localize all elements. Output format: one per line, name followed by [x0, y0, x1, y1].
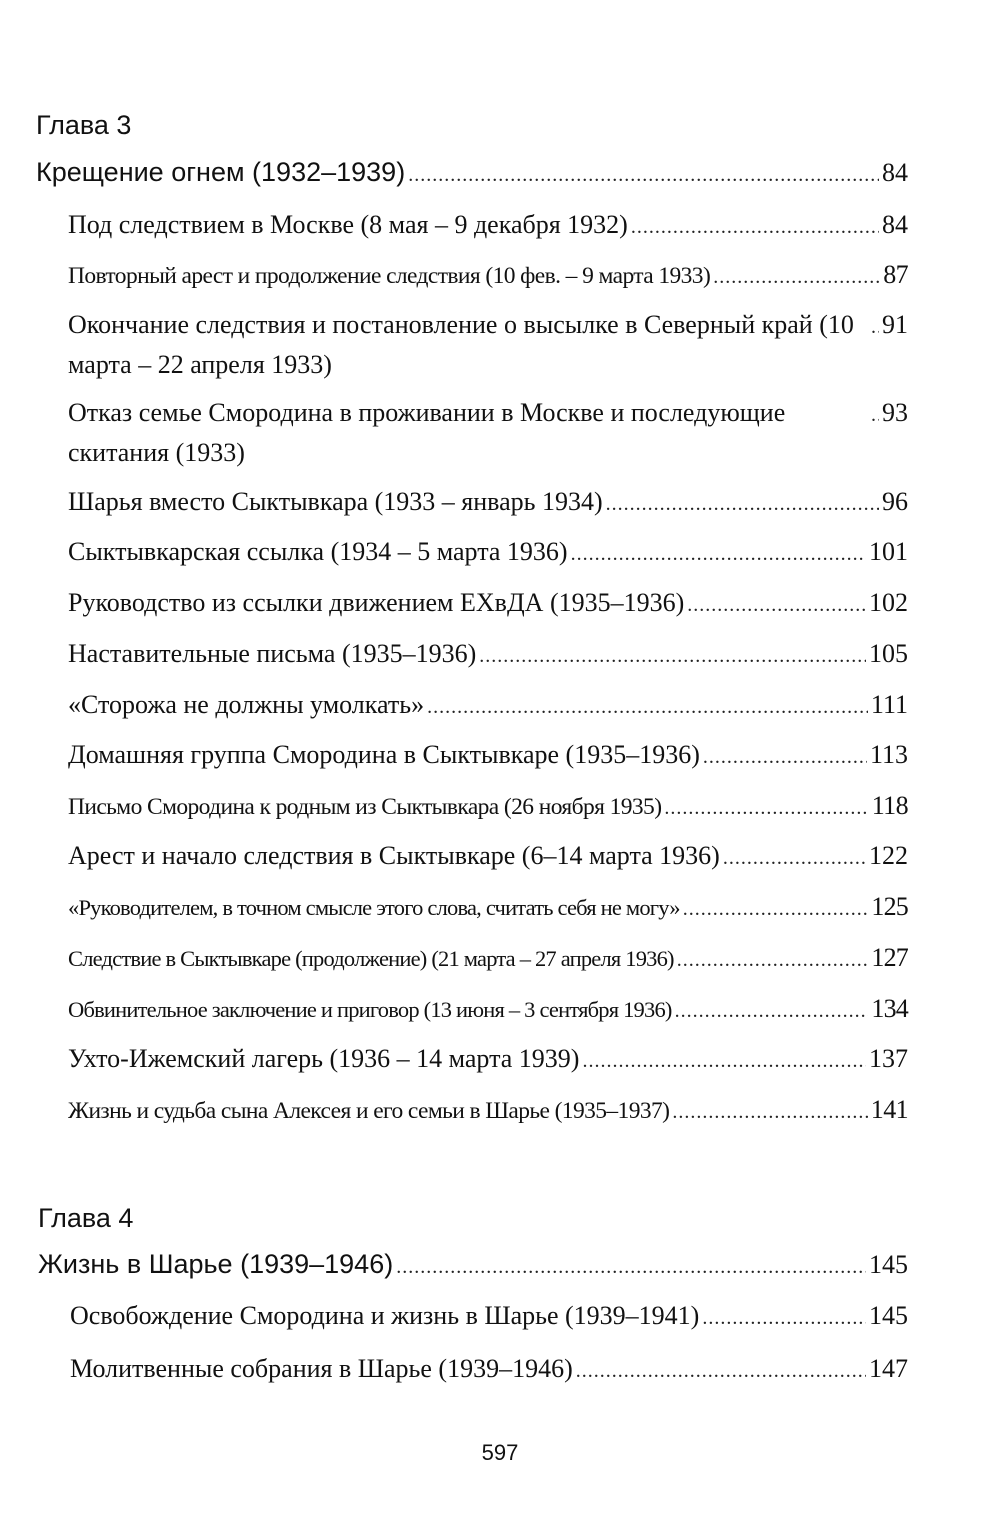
page-ref: 125	[871, 892, 908, 921]
entry-title: Повторный арест и продолжение следствия (10 фев. – 9 марта 1933)	[68, 263, 711, 289]
toc-entry[interactable]	[68, 532, 908, 574]
page-ref: 113	[869, 740, 908, 769]
entry-title: Жизнь и судьба сына Алексея и его семьи в Шарье (1935–1937)	[68, 1098, 670, 1124]
page-number: 597	[481, 1440, 519, 1465]
toc-entry[interactable]	[68, 836, 908, 878]
page-ref: 145	[869, 1301, 908, 1330]
toc-entry[interactable]	[68, 735, 908, 777]
dot-leader	[672, 1092, 867, 1132]
dot-leader	[427, 687, 868, 727]
toc-entry[interactable]	[68, 393, 908, 473]
entry-title: Письмо Смородина к родным из Сыктывкара (26 ноября 1935)	[68, 794, 662, 820]
page-ref: 93	[882, 398, 908, 427]
toc-entry[interactable]	[70, 1296, 908, 1338]
toc-entry[interactable]	[68, 305, 908, 385]
entry-title: Следствие в Сыктывкаре (продолжение) (21 марта – 27 апреля 1936)	[68, 946, 674, 971]
chapter-title: Жизнь в Шарье (1939–1946)	[38, 1249, 394, 1279]
toc-entry[interactable]	[68, 583, 908, 625]
page-ref: 111	[870, 690, 908, 719]
toc-entry[interactable]	[68, 482, 908, 524]
page-ref: 84	[882, 210, 908, 239]
chapter-3-title-row[interactable]	[36, 157, 908, 188]
dot-leader	[396, 1256, 866, 1279]
page-ref: 102	[869, 588, 908, 617]
entry-title: Освобождение Смородина и жизнь в Шарье (1939–1941)	[70, 1301, 700, 1330]
entry-title: «Руководителем, в точном смысле этого слова, считать себя не могу»	[68, 895, 680, 920]
page-ref: 134	[871, 994, 908, 1023]
toc-entry[interactable]	[68, 255, 908, 297]
chapter-title: Крещение огнем (1932–1939)	[36, 157, 406, 187]
dot-leader	[713, 257, 880, 297]
chapter-3-label: Глава 3	[36, 110, 132, 140]
dot-leader	[703, 737, 867, 777]
entry-title: Обвинительное заключение и приговор (13 июня – 3 сентября 1936)	[68, 997, 672, 1022]
entry-title: Отказ семье Смородина в проживании в Москве и последующие скитания (1933)	[68, 398, 786, 467]
toc-entry[interactable]	[68, 989, 908, 1031]
page-ref: 105	[869, 639, 908, 668]
toc-entry[interactable]	[68, 634, 908, 676]
dot-leader	[571, 534, 866, 574]
dot-leader	[687, 585, 866, 625]
entry-title: Шарья вместо Сыктывкара (1933 – январь 1934)	[68, 487, 603, 516]
dot-leader	[606, 484, 879, 524]
toc-entry[interactable]	[68, 938, 908, 980]
entry-title: Домашняя группа Смородина в Сыктывкаре (1935–1936)	[68, 740, 700, 769]
page-ref: 137	[869, 1044, 908, 1073]
dot-leader	[683, 889, 869, 929]
dot-leader	[677, 940, 869, 980]
page-ref: 141	[870, 1095, 908, 1124]
dot-leader	[675, 991, 869, 1031]
dot-leader	[664, 788, 868, 828]
entry-title: Руководство из ссылки движением ЕХвДА (1935–1936)	[68, 588, 685, 617]
page-ref: 101	[869, 537, 908, 566]
toc-entry[interactable]	[68, 205, 908, 247]
entry-title: Наставительные письма (1935–1936)	[68, 639, 477, 668]
entry-title: Сыктывкарская ссылка (1934 – 5 марта 1936)	[68, 537, 568, 566]
toc-entry[interactable]	[68, 685, 908, 727]
entry-title: «Сторожа не должны умолкать»	[68, 690, 425, 719]
toc-entry[interactable]	[68, 1039, 908, 1081]
page-ref: 145	[869, 1250, 908, 1279]
chapter-4-label: Глава 4	[38, 1203, 134, 1233]
dot-leader	[576, 1351, 866, 1391]
dot-leader	[702, 1298, 866, 1338]
page-ref: 91	[882, 310, 908, 339]
dot-leader	[871, 395, 879, 435]
toc-entry[interactable]	[68, 786, 908, 828]
toc-entry[interactable]	[70, 1349, 908, 1391]
page-ref: 127	[871, 943, 908, 972]
toc-entry[interactable]	[68, 887, 908, 929]
dot-leader	[582, 1041, 866, 1081]
page-ref: 84	[882, 158, 908, 187]
page-ref: 122	[869, 841, 908, 870]
dot-leader	[479, 636, 866, 676]
entry-title: Ухто-Ижемский лагерь (1936 – 14 марта 1939)	[68, 1044, 580, 1073]
dot-leader	[408, 164, 879, 187]
dot-leader	[723, 838, 866, 878]
toc-entry[interactable]	[68, 1090, 908, 1132]
dot-leader	[631, 207, 879, 247]
page-ref: 147	[869, 1354, 908, 1383]
entry-title: Под следствием в Москве (8 мая – 9 декабря 1932)	[68, 210, 628, 239]
page-ref: 118	[871, 791, 908, 820]
chapter-4-title-row[interactable]	[38, 1249, 908, 1280]
entry-title: Арест и начало следствия в Сыктывкаре (6–14 марта 1936)	[68, 841, 720, 870]
page-ref: 87	[883, 260, 908, 289]
entry-title: Молитвенные собрания в Шарье (1939–1946)	[70, 1354, 573, 1383]
dot-leader	[871, 307, 879, 347]
page-ref: 96	[882, 487, 908, 516]
entry-title: Окончание следствия и постановление о высылке в Северный край (10 марта – 22 апреля 1933)	[68, 310, 854, 379]
